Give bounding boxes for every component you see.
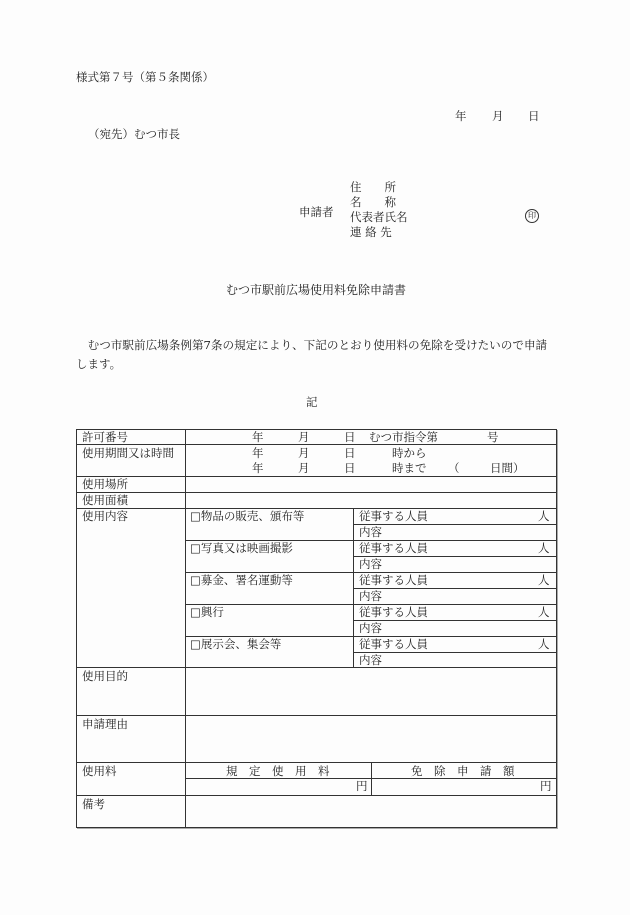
field-representative: 代表者氏名 — [350, 210, 408, 224]
period-from-month: 月 — [298, 446, 310, 460]
staff-unit: 人 — [538, 637, 550, 651]
period-paren: （ — [448, 461, 460, 475]
period-label: 使用期間又は時間 — [82, 446, 174, 460]
detail-label: 内容 — [359, 621, 382, 635]
purpose-label: 使用目的 — [82, 669, 128, 683]
fee-exempt-header: 免 除 申 請 額 — [411, 764, 515, 778]
detail-label: 内容 — [359, 653, 382, 667]
period-to-day: 日 — [344, 461, 356, 475]
form-number: 様式第７号（第５条関係） — [76, 70, 214, 84]
period-days: 日間） — [490, 461, 525, 475]
period-to-year: 年 — [252, 461, 264, 475]
table-rule — [76, 508, 557, 509]
addressee: （宛先）むつ市長 — [88, 127, 180, 141]
field-contact: 連 絡 先 — [350, 225, 392, 239]
permit-month: 月 — [298, 430, 310, 444]
field-name: 名 称 — [350, 195, 396, 209]
staff-unit: 人 — [538, 605, 550, 619]
remarks-label: 備考 — [82, 797, 105, 811]
content-checkbox-sales[interactable]: □物品の販売、頒布等 — [190, 509, 305, 523]
place-field[interactable] — [186, 477, 556, 492]
place-label: 使用場所 — [82, 477, 128, 491]
table-rule — [353, 556, 557, 557]
permit-year: 年 — [252, 430, 264, 444]
seal-icon: 印 — [525, 209, 539, 223]
field-address: 住 所 — [350, 180, 396, 194]
table-rule — [353, 652, 557, 653]
staff-label: 従事する人員 — [359, 573, 428, 587]
date-month: 月 — [492, 109, 504, 123]
table-rule — [353, 588, 557, 589]
fee-label: 使用料 — [82, 764, 117, 778]
permit-number-field[interactable] — [186, 429, 556, 444]
area-field[interactable] — [186, 493, 556, 508]
table-rule — [353, 620, 557, 621]
table-rule — [76, 762, 557, 763]
permit-no: 号 — [487, 430, 499, 444]
area-label: 使用面積 — [82, 493, 128, 507]
fee-regular-yen: 円 — [356, 779, 368, 793]
period-to-time: 時まで — [392, 461, 427, 475]
staff-unit: 人 — [538, 573, 550, 587]
document-title: むつ市駅前広場使用料免除申請書 — [226, 283, 407, 297]
period-from-year: 年 — [252, 446, 264, 460]
staff-label: 従事する人員 — [359, 637, 428, 651]
fee-exempt-yen: 円 — [540, 779, 552, 793]
table-rule — [353, 524, 557, 525]
detail-label: 内容 — [359, 589, 382, 603]
fee-regular-header: 規 定 使 用 料 — [226, 764, 330, 778]
body-text-line2: します。 — [76, 357, 122, 371]
staff-label: 従事する人員 — [359, 509, 428, 523]
staff-unit: 人 — [538, 509, 550, 523]
remarks-field[interactable] — [186, 796, 556, 827]
period-from-day: 日 — [344, 446, 356, 460]
period-from-time: 時から — [392, 446, 427, 460]
reason-field[interactable] — [186, 716, 556, 761]
applicant-fields — [350, 180, 408, 240]
table-rule — [76, 444, 557, 445]
purpose-field[interactable] — [186, 668, 556, 714]
detail-label: 内容 — [359, 557, 382, 571]
permit-day: 日 — [344, 430, 356, 444]
permit-number-label: 許可番号 — [82, 430, 128, 444]
period-to-month: 月 — [298, 461, 310, 475]
staff-unit: 人 — [538, 541, 550, 555]
detail-label: 内容 — [359, 525, 382, 539]
date-year: 年 — [455, 109, 467, 123]
reason-label: 申請理由 — [82, 717, 128, 731]
body-text-line1: むつ市駅前広場条例第7条の規定により、下記のとおり使用料の免除を受けたいので申請 — [76, 338, 548, 352]
ki-heading: 記 — [306, 395, 318, 409]
content-label: 使用内容 — [82, 509, 128, 523]
applicant-label: 申請者 — [299, 205, 334, 219]
content-checkbox-fundraising[interactable]: □募金、署名運動等 — [190, 573, 293, 587]
staff-label: 従事する人員 — [359, 541, 428, 555]
content-checkbox-performance[interactable]: □興行 — [190, 605, 224, 619]
staff-label: 従事する人員 — [359, 605, 428, 619]
permit-city-order: むつ市指令第 — [369, 430, 438, 444]
content-checkbox-filming[interactable]: □写真又は映画撮影 — [190, 541, 293, 555]
date-day: 日 — [528, 109, 540, 123]
content-checkbox-exhibition[interactable]: □展示会、集会等 — [190, 637, 282, 651]
